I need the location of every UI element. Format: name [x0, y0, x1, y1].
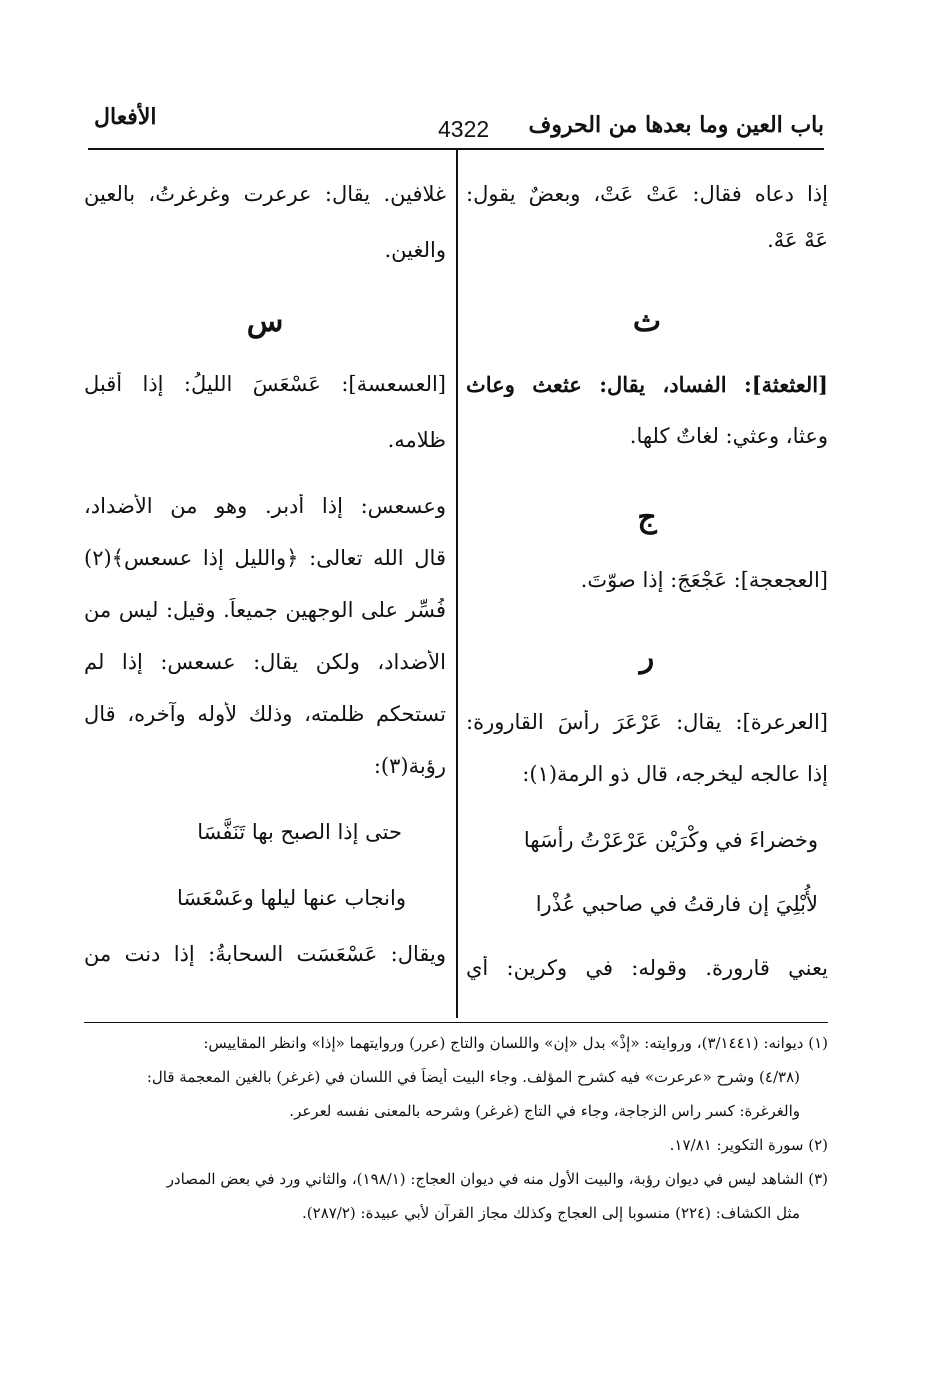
text-line: عَهْ عَهْ.: [767, 228, 828, 252]
entry-text: [العثعثة]: الفساد، يقال: عثعث وعاث: [466, 372, 828, 397]
text-line: [العرعرة]: يقال: عَرْعَرَ رأسَ القارورة:: [466, 710, 828, 734]
footnote-line: والغرغرة: كسر راس الزجاجة، وجاء في التاج (غرغر) وشرحه بالمعنى نفسه لعرعر.: [289, 1102, 800, 1120]
text-line: وعثا، وعثي: لغاتٌ كلها.: [629, 424, 828, 448]
letter-heading-sin: س: [246, 304, 284, 339]
verse-line: حتى إذا الصبح بها تَنَفَّسَا: [197, 820, 402, 844]
text-line: الأضداد، ولكن يقال: عسعس: إذا لم: [84, 650, 446, 674]
text-line: غلافين. يقال: عرعرت وغرغرتُ، بالعين: [84, 182, 446, 206]
text-line: إذا دعاه فقال: عَتْ عَتْ، وبعضٌ يقول:: [466, 182, 828, 206]
column-divider: [456, 150, 458, 1018]
verse-line: وانجاب عنها ليلها وعَسْعَسَا: [177, 886, 406, 910]
footnote-rule: [84, 1022, 828, 1023]
text-line: [466, 372, 828, 397]
chapter-title: الأفعال: [94, 104, 157, 130]
page-number: 4322: [438, 116, 490, 142]
footnote-line: (٢) سورة التكوير: ١٧/٨١.: [669, 1136, 828, 1154]
text-line: رؤبة(٣):: [373, 754, 446, 778]
verse-line: لأُبْلِيَ إن فارقتُ في صاحبي عُذْرا: [535, 892, 818, 916]
letter-heading-jim: ج: [637, 500, 657, 535]
text-line: فُسِّر على الوجهين جميعاً. وقيل: ليس من: [84, 598, 446, 622]
text-line: [العسعسة]: عَسْعَسَ الليلُ: إذا أقبل: [84, 372, 446, 396]
letter-heading-ra: ر: [639, 640, 655, 675]
letter-heading-tha: ث: [632, 304, 662, 339]
text-line: قال الله تعالى: ﴿والليل إذا عسعس﴾(٢): [84, 546, 446, 570]
footnote-line: (٣) الشاهد ليس في ديوان رؤبة، والبيت الأول منه في ديوان العجاج: (١٩٨/١)، والثاني ورد في بعض المصادر: [166, 1170, 828, 1188]
text-line: والغين.: [384, 238, 446, 262]
text-line: تستحكم ظلمته، وذلك لأوله وآخره، قال: [84, 702, 446, 726]
footnote-line: مثل الكشاف: (٢٢٤) منسوبا إلى العجاج وكذلك مجاز القرآن لأبي عبيدة: (٢٨٧/٢).: [302, 1204, 800, 1222]
text-line: [العجعجة]: عَجْعَجَ: إذا صوّتَ.: [580, 568, 828, 592]
text-line: ظلامه.: [387, 428, 446, 452]
footnote-line: (٤/٣٨) وشرح «عرعرت» فيه كشرح المؤلف. وجاء البيت أيضاً في اللسان في (غرغر) بالغين المعجمة قال:: [146, 1068, 800, 1086]
text-line: وعسعس: إذا أدبر. وهو من الأضداد،: [84, 494, 446, 518]
section-title: باب العين وما بعدها من الحروف: [528, 112, 824, 138]
text-line: إذا عالجه ليخرجه، قال ذو الرمة(١):: [522, 762, 828, 786]
text-line: ويقال: عَسْعَسَت السحابةُ: إذا دنت من: [84, 942, 446, 966]
footnote-line: (١) ديوانه: (٣/١٤٤١)، وروايته: «إذْ» بدل «إن» واللسان والتاج (عرر) وروايتهما «إذا» وانظر المقاييس:: [203, 1034, 828, 1052]
text-line: يعني قارورة. وقوله: في وكرين: أي: [466, 956, 828, 980]
verse-line: وخضراءَ في وكْرَيْن عَرْعَرْتُ رأسَها: [523, 828, 818, 852]
